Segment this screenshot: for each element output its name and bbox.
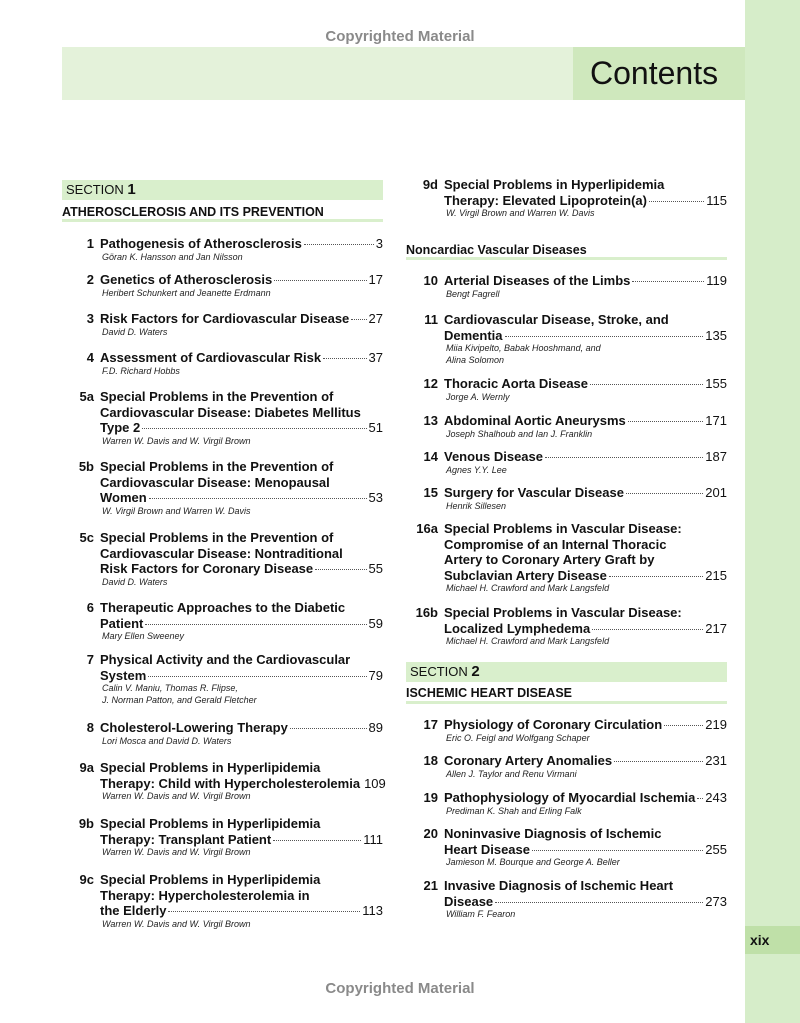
chapter-title-line: Genetics of Atherosclerosis	[100, 272, 273, 287]
leader-dots	[315, 569, 366, 570]
section-1-rule	[62, 219, 383, 222]
chapter-title-line: Special Problems in Hyperlipidemia	[100, 816, 321, 831]
section-label: SECTION	[66, 182, 124, 197]
chapter-title-line: Artery to Coronary Artery Graft by	[444, 552, 655, 567]
leader-dots	[290, 728, 367, 729]
chapter-number: 4	[86, 350, 94, 365]
leader-dots	[626, 493, 703, 494]
page-ref[interactable]: 135	[705, 327, 727, 343]
page-ref[interactable]: 113	[362, 903, 383, 918]
chapter-number: 5b	[78, 459, 94, 474]
chapter-authors: David D. Waters	[102, 326, 168, 337]
page-ref[interactable]: 17	[368, 272, 383, 287]
section-number: 2	[471, 663, 480, 680]
chapter-number: 18	[423, 753, 438, 768]
leader-dots	[274, 280, 366, 281]
chapter-title-line: Therapy: Child with Hypercholesterolemia	[100, 775, 361, 791]
leader-dots	[664, 725, 703, 726]
chapter-authors: Eric O. Feigl and Wolfgang Schaper	[446, 732, 590, 743]
chapter-authors: Warren W. Davis and W. Virgil Brown	[102, 847, 251, 857]
leader-dots	[351, 319, 366, 320]
chapter-title-line: Patient	[100, 615, 144, 631]
leader-dots	[148, 676, 366, 677]
page-ref[interactable]: 119	[706, 273, 727, 288]
chapter-number: 10	[423, 273, 438, 288]
section-1-band	[62, 180, 383, 200]
page-ref[interactable]: 231	[705, 753, 727, 768]
leader-dots	[632, 281, 704, 282]
chapter-title-line: Special Problems in Vascular Disease:	[444, 605, 682, 620]
chapter-title-line: Invasive Diagnosis of Ischemic Heart	[444, 878, 674, 893]
chapter-authors: Heribert Schunkert and Jeanette Erdmann	[102, 287, 271, 298]
chapter-title-line: Therapy: Hypercholesterolemia in	[100, 887, 310, 903]
chapter-title-line: Localized Lymphedema	[444, 620, 591, 636]
chapter-title-line: Special Problems in Hyperlipidemia	[444, 177, 665, 192]
chapter-title-line: Risk Factors for Cardiovascular Disease	[100, 311, 350, 326]
leader-dots	[592, 629, 703, 630]
page-title: Contents	[590, 55, 719, 91]
chapter-authors: Agnes Y.Y. Lee	[446, 464, 507, 475]
leader-dots	[168, 911, 360, 912]
page-ref[interactable]: 27	[368, 311, 383, 326]
chapter-title-line: Type 2	[100, 420, 141, 435]
leader-dots	[609, 576, 703, 577]
leader-dots	[273, 840, 361, 841]
chapter-authors: Göran K. Hansson and Jan Nilsson	[102, 251, 243, 262]
chapter-authors: Warren W. Davis and W. Virgil Brown	[102, 791, 251, 801]
chapter-number: 9b	[78, 816, 94, 831]
chapter-number: 1	[86, 236, 94, 251]
chapter-title-line: Women	[100, 490, 147, 505]
chapter-number: 13	[423, 413, 438, 428]
chapter-number: 14	[423, 449, 438, 464]
page-ref[interactable]: 51	[368, 420, 383, 435]
subhead-rule	[406, 257, 727, 260]
chapter-authors: W. Virgil Brown and Warren W. Davis	[446, 208, 595, 218]
chapter-title-line: Physiology of Coronary Circulation	[444, 717, 663, 732]
chapter-authors: J. Norman Patton, and Gerald Fletcher	[102, 694, 257, 705]
section-1-name: ATHEROSCLEROSIS AND ITS PREVENTION	[62, 205, 324, 219]
page-ref[interactable]: 219	[705, 717, 727, 732]
chapter-title-line: Coronary Artery Anomalies	[444, 753, 613, 768]
watermark-bottom: Copyrighted Material	[325, 980, 475, 997]
leader-dots	[323, 358, 366, 359]
chapter-authors: W. Virgil Brown and Warren W. Davis	[102, 505, 251, 516]
chapter-number: 17	[423, 717, 438, 732]
leader-dots	[649, 201, 704, 202]
leader-dots	[304, 244, 374, 245]
leader-dots	[505, 336, 704, 337]
page-ref[interactable]: 171	[705, 413, 727, 428]
leader-dots	[628, 421, 704, 422]
page-ref[interactable]: 115	[706, 192, 727, 208]
chapter-title-line: Therapy: Elevated Lipoprotein(a)	[444, 192, 647, 208]
leader-dots	[614, 761, 703, 762]
chapter-title-line: Special Problems in the Prevention of	[100, 459, 334, 474]
chapter-title-line: Therapeutic Approaches to the Diabetic	[100, 600, 346, 615]
chapter-number: 9d	[422, 177, 438, 192]
page-ref[interactable]: 243	[705, 790, 727, 805]
chapter-title-line: System	[100, 667, 147, 683]
page-ref[interactable]: 155	[705, 376, 727, 391]
chapter-title-line: Venous Disease	[444, 449, 543, 464]
chapter-number: 2	[86, 272, 94, 287]
chapter-authors: Warren W. Davis and W. Virgil Brown	[102, 918, 251, 929]
leader-dots	[495, 902, 703, 903]
chapter-authors: Lori Mosca and David D. Waters	[102, 735, 232, 746]
chapter-authors: Alina Solomon	[446, 354, 505, 365]
section-label: SECTION	[410, 664, 468, 679]
chapter-number: 3	[86, 311, 94, 326]
chapter-title-line: Thoracic Aorta Disease	[444, 376, 589, 391]
page-ref[interactable]: 273	[705, 893, 727, 909]
chapter-title-line: Compromise of an Internal Thoracic	[444, 536, 667, 552]
leader-dots	[697, 798, 703, 799]
chapter-authors: Jamieson M. Bourque and George A. Beller	[446, 857, 620, 867]
page-ref[interactable]: 109	[364, 775, 386, 791]
chapter-number: 6	[86, 600, 94, 615]
chapter-authors: Calin V. Maniu, Thomas R. Flipse,	[102, 683, 238, 693]
leader-dots	[532, 850, 703, 851]
chapter-number: 8	[86, 720, 94, 735]
chapter-title-line: Dementia	[444, 327, 503, 343]
chapter-number: 20	[423, 826, 438, 841]
chapter-title-line: Arterial Diseases of the Limbs	[444, 273, 631, 288]
leader-dots	[590, 384, 703, 385]
chapter-number: 5a	[79, 389, 94, 404]
section-2-band	[406, 662, 727, 682]
chapter-authors: Joseph Shalhoub and Ian J. Franklin	[446, 428, 593, 439]
chapter-number: 16b	[415, 605, 438, 620]
page-ref[interactable]: 217	[705, 620, 727, 636]
page-number: xix	[745, 926, 800, 954]
chapter-authors: David D. Waters	[102, 576, 168, 587]
chapter-title-line: Noninvasive Diagnosis of Ischemic	[444, 826, 662, 841]
chapter-number: 9a	[79, 760, 94, 775]
chapter-title-line: Risk Factors for Coronary Disease	[100, 561, 314, 576]
chapter-title-line: Special Problems in Vascular Disease:	[444, 521, 682, 536]
chapter-title-line: Cardiovascular Disease: Diabetes Mellitus	[100, 404, 361, 420]
page-ref[interactable]: 255	[705, 841, 727, 857]
chapter-authors: Prediman K. Shah and Erling Falk	[446, 805, 582, 816]
chapter-authors: Miia Kivipelto, Babak Hooshmand, and	[446, 343, 601, 353]
page-ref[interactable]: 215	[705, 567, 727, 583]
chapter-title-line: Pathogenesis of Atherosclerosis	[100, 236, 302, 251]
chapter-title-line: Disease	[444, 893, 494, 909]
page-ref[interactable]: 3	[375, 236, 383, 251]
section-2-rule	[406, 701, 727, 704]
chapter-title-line: Special Problems in the Prevention of	[100, 530, 334, 545]
chapter-authors: F.D. Richard Hobbs	[102, 365, 180, 376]
chapter-number: 7	[86, 652, 94, 667]
chapter-number: 21	[423, 878, 438, 893]
chapter-number: 19	[423, 790, 438, 805]
chapter-title-line: Cholesterol-Lowering Therapy	[100, 720, 288, 735]
chapter-authors: Bengt Fagrell	[446, 288, 500, 299]
chapter-title-line: Pathophysiology of Myocardial Ischemia	[444, 790, 696, 805]
leader-dots	[145, 624, 366, 625]
chapter-number: 9c	[79, 872, 94, 887]
chapter-title-line: Surgery for Vascular Disease	[444, 485, 624, 500]
chapter-title-line: Physical Activity and the Cardiovascular	[100, 652, 351, 667]
chapter-title-line: Cardiovascular Disease: Menopausal	[100, 474, 330, 490]
page-margin-band	[745, 0, 800, 1023]
page-ref[interactable]: 89	[368, 720, 383, 735]
chapter-number: 16a	[416, 521, 438, 536]
chapter-authors: Jorge A. Wernly	[446, 391, 510, 402]
section-2-name: ISCHEMIC HEART DISEASE	[406, 686, 572, 700]
chapter-title-line: Special Problems in the Prevention of	[100, 389, 334, 404]
chapter-title-line: Special Problems in Hyperlipidemia	[100, 760, 321, 775]
page-ref[interactable]: 59	[368, 615, 383, 631]
chapter-number: 11	[424, 312, 438, 327]
chapter-title-line: Assessment of Cardiovascular Risk	[100, 350, 322, 365]
leader-dots	[142, 428, 366, 429]
chapter-title-line: Cardiovascular Disease, Stroke, and	[444, 312, 669, 327]
leader-dots	[545, 457, 703, 458]
page-ref[interactable]: 187	[705, 449, 727, 464]
chapter-authors: William F. Fearon	[446, 909, 516, 919]
chapter-title-line: Abdominal Aortic Aneurysms	[444, 413, 626, 428]
chapter-number: 15	[423, 485, 438, 500]
chapter-authors: Mary Ellen Sweeney	[102, 631, 185, 641]
page-ref[interactable]: 79	[368, 667, 383, 683]
section-number: 1	[127, 181, 136, 198]
chapter-title-line: Heart Disease	[444, 841, 530, 857]
chapter-authors: Michael H. Crawford and Mark Langsfeld	[446, 636, 610, 646]
page-ref[interactable]: 53	[368, 490, 383, 505]
chapter-title-line: Subclavian Artery Disease	[444, 567, 607, 583]
chapter-number: 12	[423, 376, 438, 391]
chapter-title-line: Cardiovascular Disease: Nontraditional	[100, 545, 343, 561]
page-ref[interactable]: 37	[368, 350, 383, 365]
chapter-number: 5c	[79, 530, 94, 545]
watermark-top: Copyrighted Material	[325, 28, 475, 45]
chapter-authors: Michael H. Crawford and Mark Langsfeld	[446, 583, 610, 593]
page-ref[interactable]: 55	[368, 561, 383, 576]
chapter-authors: Warren W. Davis and W. Virgil Brown	[102, 435, 251, 446]
subhead-noncardiac: Noncardiac Vascular Diseases	[406, 243, 587, 257]
chapter-title-line: Special Problems in Hyperlipidemia	[100, 872, 321, 887]
chapter-title-line: Therapy: Transplant Patient	[100, 831, 272, 847]
page-ref[interactable]: 111	[363, 831, 383, 847]
page-ref[interactable]: 201	[705, 485, 727, 500]
leader-dots	[149, 498, 367, 499]
chapter-authors: Allen J. Taylor and Renu Virmani	[446, 768, 577, 779]
chapter-title-line: the Elderly	[100, 903, 167, 918]
chapter-authors: Henrik Sillesen	[446, 500, 507, 511]
